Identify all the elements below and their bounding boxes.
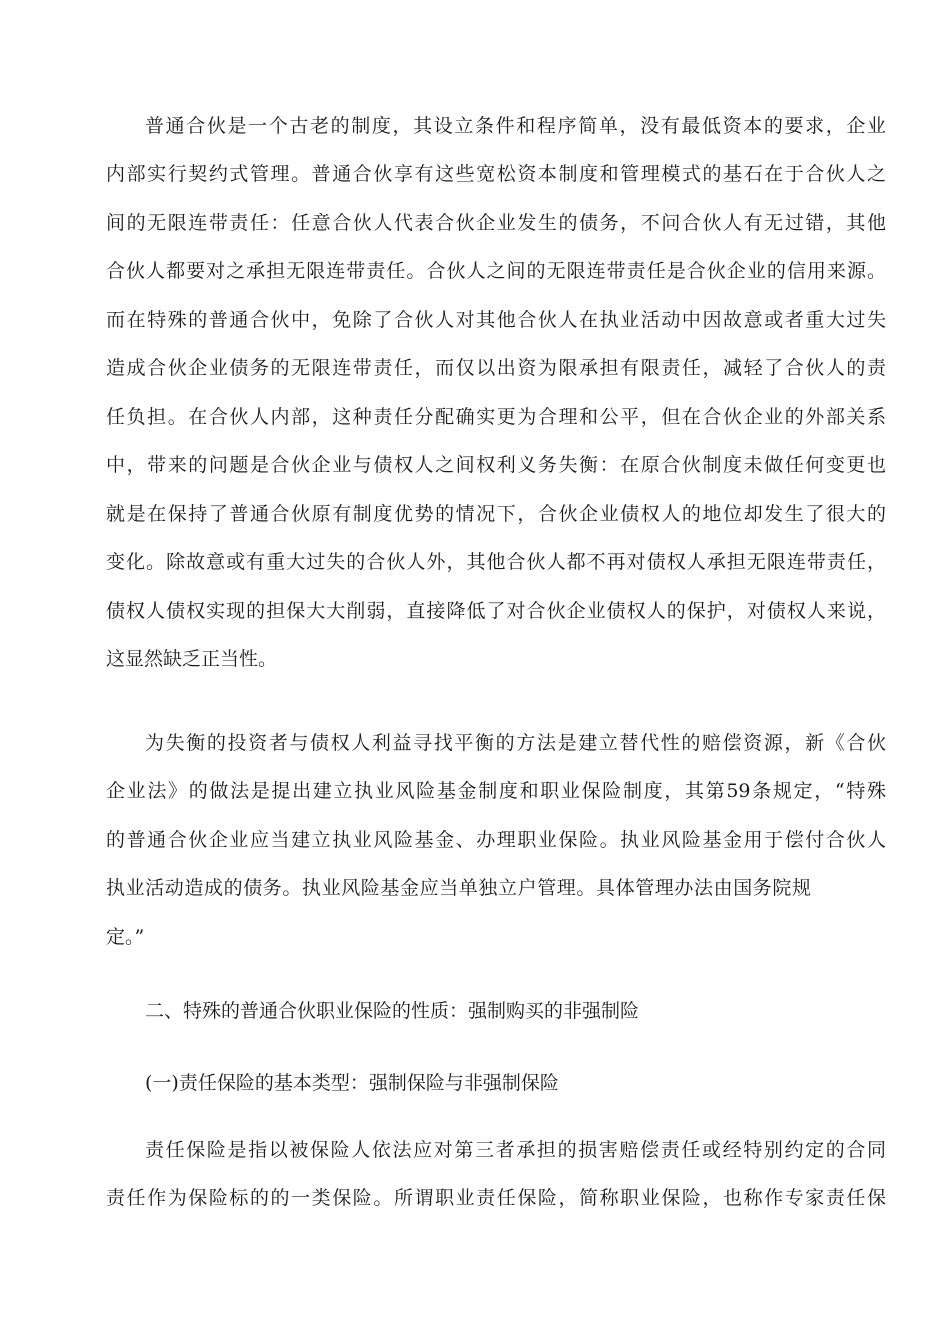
paragraph-line: 定。” (106, 926, 145, 948)
section-heading: 二、特殊的普通合伙职业保险的性质：强制购买的非强制险 (145, 1000, 640, 1022)
paragraph-line: 责任作为保险标的的一类保险。所谓职业责任保险，简称职业保险，也称作专家责任保 (106, 1187, 886, 1209)
paragraph-line: 内部实行契约式管理。普通合伙享有这些宽松资本制度和管理模式的基石在于合伙人之 (106, 163, 886, 185)
paragraph-line: 间的无限连带责任：任意合伙人代表合伙企业发生的债务，不问合伙人有无过错，其他 (106, 212, 886, 234)
paragraph-line: 造成合伙企业债务的无限连带责任，而仅以出资为限承担有限责任，减轻了合伙人的责 (106, 357, 886, 379)
paragraph-line: 中，带来的问题是合伙企业与债权人之间权利义务失衡：在原合伙制度未做任何变更也 (106, 454, 886, 476)
paragraph-line: 的普通合伙企业应当建立执业风险基金、办理职业保险。执业风险基金用于偿付合伙人 (106, 829, 886, 851)
paragraph-line: 普通合伙是一个古老的制度，其设立条件和程序简单，没有最低资本的要求，企业 (145, 115, 886, 137)
paragraph-line: 合伙人都要对之承担无限连带责任。合伙人之间的无限连带责任是合伙企业的信用来源。 (106, 260, 886, 282)
paragraph-line: 为失衡的投资者与债权人利益寻找平衡的方法是建立替代性的赔偿资源，新《合伙 (145, 732, 886, 754)
paragraph-line: 债权人债权实现的担保大大削弱，直接降低了对合伙企业债权人的保护，对债权人来说， (106, 600, 886, 622)
paragraph-line: 这显然缺乏正当性。 (106, 648, 278, 670)
paragraph-line: 而在特殊的普通合伙中，免除了合伙人对其他合伙人在执业活动中因故意或者重大过失 (106, 309, 886, 331)
subsection-heading: (一)责任保险的基本类型：强制保险与非强制保险 (145, 1072, 559, 1094)
paragraph-line: 执业活动造成的债务。执业风险基金应当单独立户管理。具体管理办法由国务院规 (106, 877, 812, 899)
paragraph-line: 责任保险是指以被保险人依法应对第三者承担的损害赔偿责任或经特别约定的合同 (145, 1139, 886, 1161)
paragraph-line: 就是在保持了普通合伙原有制度优势的情况下，合伙企业债权人的地位却发生了很大的 (106, 503, 886, 525)
paragraph-line: 企业法》的做法是提出建立执业风险基金制度和职业保险制度，其第59条规定，“特殊 (106, 780, 886, 802)
paragraph-line: 任负担。在合伙人内部，这种责任分配确实更为合理和公平，但在合伙企业的外部关系 (106, 406, 886, 428)
paragraph-line: 变化。除故意或有重大过失的合伙人外，其他合伙人都不再对债权人承担无限连带责任， (106, 551, 886, 573)
